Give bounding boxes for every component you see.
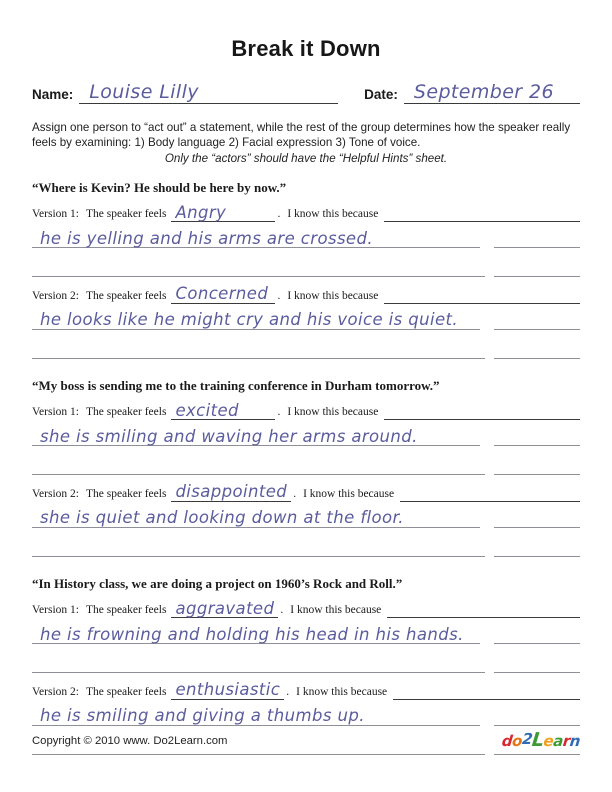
page-footer <box>32 731 580 750</box>
reason-field <box>32 428 480 446</box>
reason-line-tail <box>494 634 580 644</box>
version-label: Version 2: <box>32 487 79 500</box>
reason-line-tail <box>494 238 580 248</box>
reason-line-tail <box>494 716 580 726</box>
reason-line-tail <box>494 320 580 330</box>
blank-rule <box>32 349 580 359</box>
because-blank <box>393 686 580 700</box>
period: . <box>280 604 284 617</box>
feeling-field <box>171 484 291 502</box>
reason-handwriting: he looks like he might cry and his voice is quiet. <box>40 310 459 330</box>
version-label: Version 2: <box>32 289 79 302</box>
reason-line-tail <box>494 436 580 446</box>
blank-rule <box>32 465 580 475</box>
because-blank <box>384 406 580 420</box>
reason-handwriting: he is yelling and his arms are crossed. <box>40 228 374 248</box>
page-title: Break it Down <box>231 36 381 61</box>
period: . <box>277 289 281 302</box>
instructions-paragraph: Assign one person to “act out” a statement, while the rest of the group determines how the speaker really feels by examining: 1) Body language 2) Facial expression 3) Tone of voice. <box>32 121 571 150</box>
reason-field <box>32 230 480 248</box>
name-field <box>79 83 338 104</box>
version-row <box>32 484 580 502</box>
name-label: Name: <box>32 87 74 102</box>
version-row <box>32 286 580 304</box>
because-blank <box>384 290 580 304</box>
logo-letter: r <box>561 732 571 750</box>
because-blank <box>384 208 580 222</box>
because-blank <box>400 488 580 502</box>
reason-line <box>32 421 580 446</box>
speaker-feels-label: The speaker feels <box>85 289 167 302</box>
reason-line-tail <box>494 518 580 528</box>
period: . <box>277 208 281 221</box>
reason-handwriting: she is quiet and looking down at the floor. <box>40 508 404 528</box>
blank-rule <box>32 547 580 557</box>
feeling-handwriting: disappointed <box>175 482 288 502</box>
know-because-label: I know this because <box>287 406 379 419</box>
period: . <box>293 487 297 500</box>
feeling-handwriting: enthusiastic <box>175 680 281 700</box>
feeling-handwriting: aggravated <box>175 598 275 618</box>
period: . <box>277 406 281 419</box>
blank-rule <box>32 267 580 277</box>
version-row <box>32 202 580 223</box>
reason-line <box>32 503 580 528</box>
reason-handwriting: she is smiling and waving her arms around. <box>40 426 418 446</box>
copyright-text: Copyright © 2010 www. Do2Learn.com <box>32 734 228 747</box>
logo-letter: o <box>511 732 523 750</box>
reason-line <box>32 701 580 726</box>
name-handwriting: Louise Lilly <box>89 81 199 103</box>
reason-handwriting: he is frowning and holding his head in his hands. <box>40 624 464 644</box>
logo-letter: a <box>552 732 564 750</box>
feeling-field <box>171 202 275 223</box>
reason-field <box>32 626 480 644</box>
feeling-handwriting: Angry <box>175 202 227 222</box>
speaker-feels-label: The speaker feels <box>85 604 167 617</box>
do2learn-logo <box>501 731 581 750</box>
know-because-label: I know this because <box>303 487 395 500</box>
logo-letter: d <box>500 732 514 750</box>
reason-line <box>32 223 580 248</box>
version-row <box>32 598 580 619</box>
name-date-row <box>32 76 580 104</box>
feeling-field <box>171 286 275 304</box>
know-because-label: I know this because <box>287 208 379 221</box>
reason-handwriting: he is smiling and giving a thumbs up. <box>40 706 365 726</box>
feeling-field <box>171 598 278 619</box>
logo-letter: e <box>542 732 555 750</box>
instructions-note: Only the “actors” should have the “Helpful Hints” sheet. <box>164 151 448 165</box>
date-label: Date: <box>364 87 398 102</box>
version-row <box>32 400 580 421</box>
date-handwriting: September 26 <box>413 81 554 103</box>
version-row <box>32 682 580 700</box>
reason-field <box>32 509 480 527</box>
blank-rule <box>32 663 580 673</box>
feeling-field <box>171 682 284 700</box>
speaker-feels-label: The speaker feels <box>85 208 167 221</box>
logo-letter: L <box>530 729 545 751</box>
section-quote: “My boss is sending me to the training conference in Durham tomorrow.” <box>32 377 440 393</box>
feeling-handwriting: Concerned <box>175 284 269 304</box>
know-because-label: I know this because <box>290 604 382 617</box>
logo-letter: 2 <box>521 730 534 748</box>
version-label: Version 1: <box>32 406 79 419</box>
reason-line <box>32 305 580 330</box>
because-blank <box>387 604 580 618</box>
version-label: Version 1: <box>32 208 79 221</box>
speaker-feels-label: The speaker feels <box>85 685 167 698</box>
reason-field <box>32 311 480 329</box>
logo-letter: n <box>568 732 581 750</box>
version-label: Version 2: <box>32 685 79 698</box>
know-because-label: I know this because <box>296 685 388 698</box>
section-quote: “Where is Kevin? He should be here by now.” <box>32 179 287 195</box>
speaker-feels-label: The speaker feels <box>85 487 167 500</box>
version-label: Version 1: <box>32 604 79 617</box>
period: . <box>286 685 290 698</box>
feeling-handwriting: excited <box>175 400 239 420</box>
reason-field <box>32 707 480 725</box>
know-because-label: I know this because <box>287 289 379 302</box>
reason-line <box>32 619 580 644</box>
date-field <box>404 83 580 104</box>
section-quote: “In History class, we are doing a project on 1960’s Rock and Roll.” <box>32 575 403 591</box>
feeling-field <box>171 400 275 421</box>
speaker-feels-label: The speaker feels <box>85 406 167 419</box>
